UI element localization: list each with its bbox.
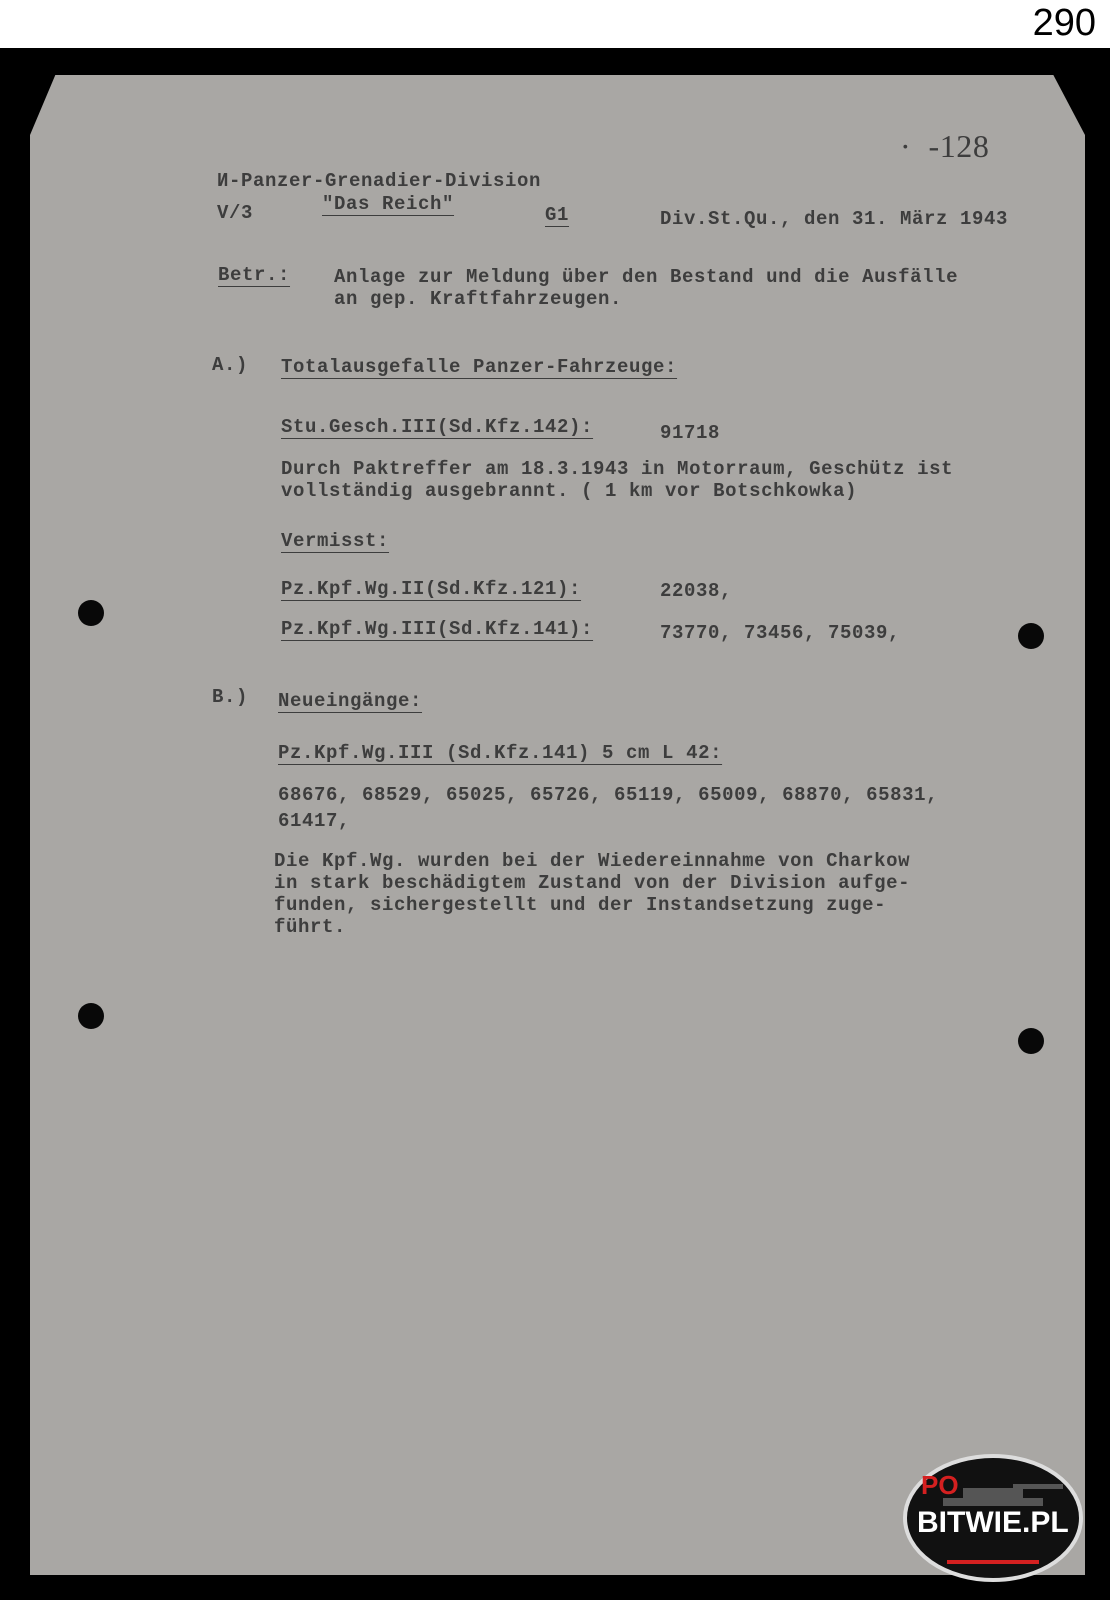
paragraph-line: Die Kpf.Wg. wurden bei der Wiedereinnahme von Charkow [274, 850, 911, 872]
vehicle-type: Pz.Kpf.Wg.III (Sd.Kfz.141) 5 cm L 42: [278, 742, 723, 764]
punch-hole [1018, 1028, 1044, 1054]
watermark-text: BITWIE.PL [917, 1506, 1069, 1539]
vehicle-type: Stu.Gesch.III(Sd.Kfz.142): [281, 416, 594, 438]
punch-hole [78, 1003, 104, 1029]
punch-hole [1018, 623, 1044, 649]
loss-note: Durch Paktreffer am 18.3.1943 in Motorraum, Geschütz ist [281, 458, 954, 480]
subject-label: Betr.: [218, 264, 291, 286]
vehicle-type: Pz.Kpf.Wg.III(Sd.Kfz.141): [281, 618, 594, 640]
top-margin [0, 0, 1110, 48]
page-number: 290 [1032, 2, 1096, 44]
folio-number: · -128 [900, 128, 990, 164]
section-marker: A.) [212, 354, 249, 376]
vehicle-numbers: 61417, [278, 810, 351, 832]
missing-label: Vermisst: [281, 530, 390, 552]
loss-note: vollständig ausgebrannt. ( 1 km vor Botschkowka) [281, 480, 858, 502]
vehicle-number: 91718 [660, 422, 721, 444]
vehicle-type: Pz.Kpf.Wg.II(Sd.Kfz.121): [281, 578, 582, 600]
paragraph-line: funden, sichergestellt und der Instandsetzung zuge- [274, 894, 887, 916]
paragraph-line: führt. [274, 916, 347, 938]
paragraph-line: in stark beschädigtem Zustand von der Division aufge- [274, 872, 911, 894]
vehicle-number: 73770, 73456, 75039, [660, 622, 901, 644]
section-marker: B.) [212, 686, 249, 708]
subject-line: Anlage zur Meldung über den Bestand und die Ausfälle [334, 266, 959, 288]
section-title: Neueingänge: [278, 690, 423, 712]
vehicle-number: 22038, [660, 580, 733, 602]
reference: V/3 [217, 202, 254, 224]
watermark-text: PO [921, 1470, 959, 1500]
division-title: "Das Reich" [322, 193, 455, 215]
watermark-logo [903, 1448, 1083, 1588]
place-date: Div.St.Qu., den 31. März 1943 [660, 208, 1009, 230]
section-title: Totalausgefalle Panzer-Fahrzeuge: [281, 356, 678, 378]
subject-line: an gep. Kraftfahrzeugen. [334, 288, 623, 310]
vehicle-numbers: 68676, 68529, 65025, 65726, 65119, 65009, 68870, 65831, [278, 784, 939, 806]
reference-code: G1 [545, 204, 570, 226]
division-name: И-Panzer-Grenadier-Division [217, 170, 542, 192]
punch-hole [78, 600, 104, 626]
